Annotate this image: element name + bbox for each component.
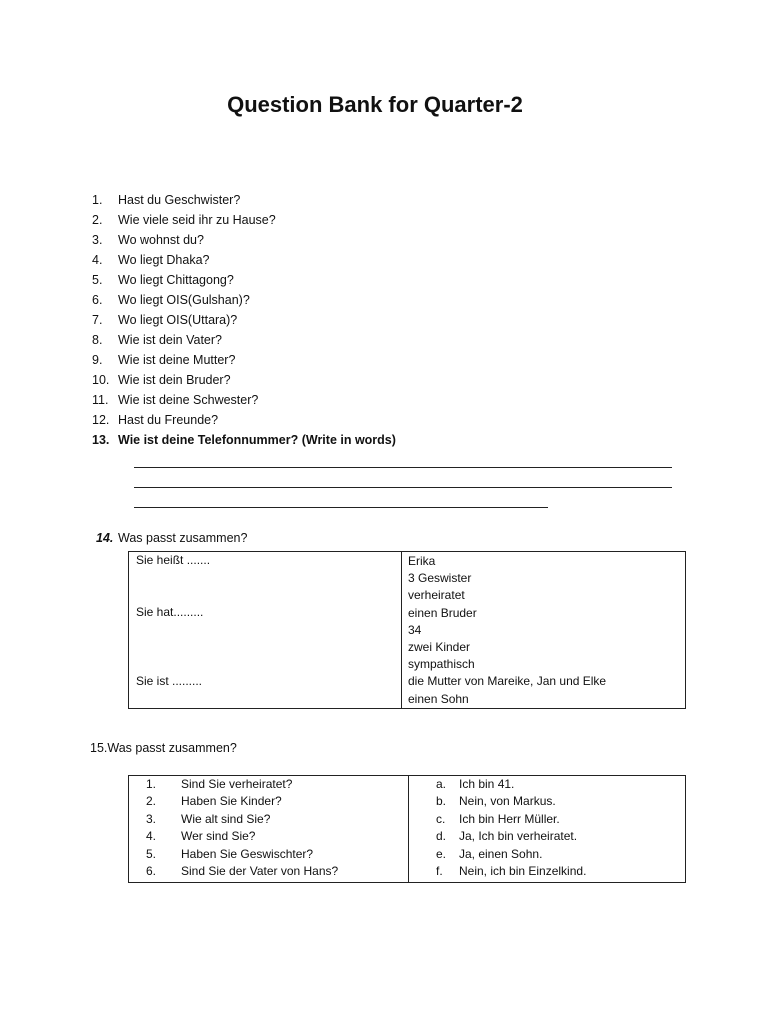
list-item [92,210,396,230]
item-number: 12. [92,413,110,427]
item-text: Ich bin Herr Müller. [459,811,560,826]
list-item [92,430,396,450]
question-number: 14. [96,531,114,545]
item-number: 11. [92,393,109,407]
table-row [129,828,408,845]
item-number: 6. [92,293,103,307]
page-title: Question Bank for Quarter-2 [227,92,523,117]
item-text: Nein, ich bin Einzelkind. [459,863,587,878]
item-text: Wo wohnst du? [118,233,204,247]
item-text: Ja, einen Sohn. [459,846,543,861]
item-text: Wer sind Sie? [181,829,256,844]
option-item: einen Bruder [408,605,477,620]
answer-line [134,467,672,468]
item-letter: e. [436,846,447,861]
question-14-label [96,531,247,545]
list-item [92,350,396,370]
item-text: Wo liegt Chittagong? [118,273,234,287]
item-text: Wo liegt OIS(Uttara)? [118,313,238,327]
questions-column [129,776,409,883]
option-item: einen Sohn [408,691,469,706]
item-number: 10. [92,373,110,387]
item-number: 7. [92,313,103,327]
item-number: 2. [145,794,156,809]
item-number: 1. [92,193,103,207]
item-number: 8. [92,333,103,347]
item-text: Wie ist dein Vater? [118,333,222,347]
table-row [129,793,408,810]
list-item [92,330,396,350]
item-text: Wie ist deine Telefonnummer? (Write in words) [118,433,396,447]
option-item: die Mutter von Mareike, Jan und Elke [408,674,607,689]
list-item [92,310,396,330]
question-list [92,190,396,450]
item-number: 4. [92,253,103,267]
item-text: Hast du Geschwister? [118,193,241,207]
stem-item: Sie hat......... [136,605,204,619]
list-item [92,230,396,250]
table-row [129,811,408,828]
option-item: zwei Kinder [408,639,471,654]
item-text: Wo liegt OIS(Gulshan)? [118,293,250,307]
table-row [409,793,685,810]
answer-line [134,487,672,488]
item-text: Wo liegt Dhaka? [118,253,210,267]
item-number: 1. [145,777,156,791]
item-letter: d. [436,829,447,844]
item-text: Wie ist deine Mutter? [118,353,236,367]
item-letter: f. [436,863,443,878]
item-number: 3. [92,233,103,247]
table-row [409,828,685,845]
option-item: verheiratet [408,588,465,603]
option-item: Erika [408,554,436,568]
item-letter: a. [436,777,447,791]
stem-item: Sie ist ......... [136,674,203,688]
table-row [129,846,408,863]
item-text: Haben Sie Geswischter? [181,846,314,861]
stem-item: Sie heißt ....... [136,553,211,567]
item-number: 3. [145,811,156,826]
matching-table-15 [128,775,686,883]
list-item [92,250,396,270]
list-item [92,190,396,210]
list-item [92,270,396,290]
item-text: Wie alt sind Sie? [181,811,271,826]
item-text: Sind Sie der Vater von Hans? [181,863,339,878]
option-item: 3 Geswister [408,571,472,586]
item-letter: c. [436,811,446,826]
question-15-label: 15.Was passt zusammen? [90,741,237,755]
table-row [409,863,685,880]
item-number: 5. [92,273,103,287]
item-text: Haben Sie Kinder? [181,794,282,809]
item-text: Wie ist dein Bruder? [118,373,231,387]
table-row [129,776,408,793]
item-text: Ja, Ich bin verheiratet. [459,829,578,844]
item-text: Ich bin 41. [459,777,515,791]
item-number: 5. [145,846,156,861]
list-item [92,370,396,390]
item-number: 9. [92,353,103,367]
stems-column [129,552,402,709]
matching-table-14 [128,551,686,709]
table-row [409,776,685,793]
option-item: sympathisch [408,657,475,672]
item-number: 6. [145,863,156,878]
options-column [402,552,686,709]
answer-line [134,507,548,508]
question-text: Was passt zusammen? [118,531,248,545]
list-item [92,410,396,430]
item-text: Wie viele seid ihr zu Hause? [118,213,276,227]
item-number: 13. [92,433,110,447]
table-row [129,863,408,880]
list-item [92,390,396,410]
option-item: 34 [408,622,422,637]
table-row [409,811,685,828]
item-number: 4. [145,829,156,844]
answers-column [409,776,686,883]
item-text: Hast du Freunde? [118,413,219,427]
item-number: 2. [92,213,103,227]
item-text: Wie ist deine Schwester? [118,393,259,407]
item-text: Nein, von Markus. [459,794,556,809]
item-text: Sind Sie verheiratet? [181,777,293,791]
table-row [409,846,685,863]
list-item [92,290,396,310]
item-letter: b. [436,794,447,809]
